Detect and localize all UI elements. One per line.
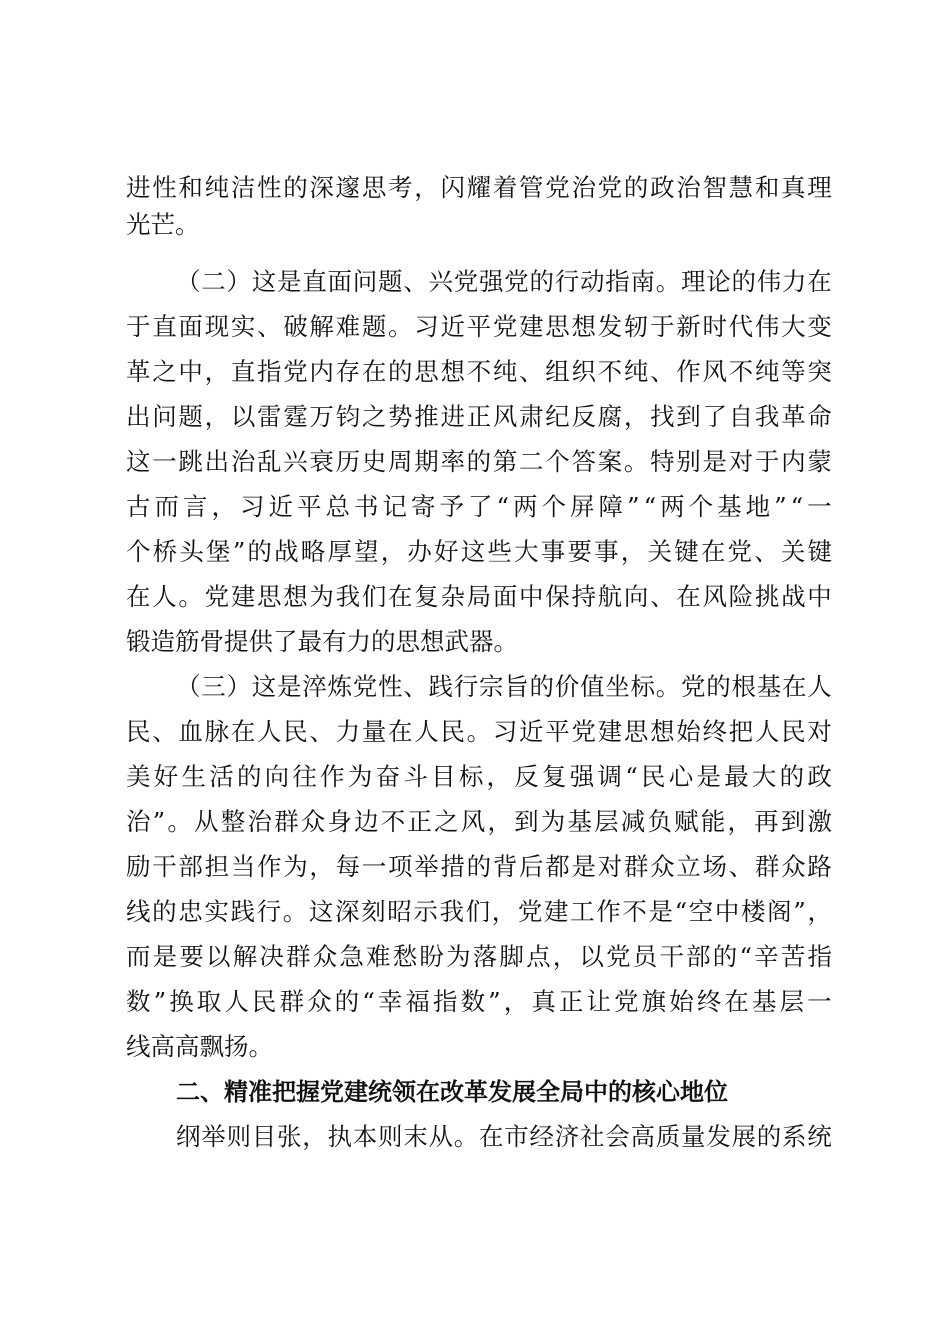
section-2-line-5: 这 一 跳 出 治 乱 兴 衰 历 史 周 期 率 的 第 二 个 答 案 。 特 别 是 对 于 内 蒙 — [126, 447, 832, 476]
section-2-line-2: 于 直 面 现 实 、 破 解 难 题 。 习 近 平 党 建 思 想 发 轫 于 新 时 代 伟 大 变 — [126, 312, 832, 341]
section-3-line-8: 数 ” 换 取 人 民 群 众 的 “ 幸 福 指 数 ” ， 真 正 让 党 旗 始 终 在 基 层 一 — [126, 987, 832, 1016]
section-2-line-7: 个 桥 头 堡 ” 的 战 略 厚 望 ， 办 好 这 些 大 事 要 事 ， 关 键 在 党 、 关 键 — [126, 537, 832, 566]
section-3-line-2: 民 、 血 脉 在 人 民 、 力 量 在 人 民 。 习 近 平 党 建 思 想 始 终 把 人 民 对 — [126, 717, 832, 746]
section-2-line-6: 古 而 言 ， 习 近 平 总 书 记 寄 予 了 “ 两 个 屏 障 ” “ 两 个 基 地 ” “ 一 — [126, 492, 832, 521]
section-3-line-9: 线高高飘扬。 — [126, 1032, 273, 1061]
section-3-line-3: 美 好 生 活 的 向 往 作 为 奋 斗 目 标 ， 反 复 强 调 “ 民 心 是 最 大 的 政 — [126, 762, 832, 791]
section-2-line-9: 锻造筋骨提供了最有力的思想武器。 — [126, 627, 518, 656]
section-2-line-3: 革 之 中 ， 直 指 党 内 存 在 的 思 想 不 纯 、 组 织 不 纯 、 作 风 不 纯 等 突 — [126, 357, 832, 386]
section-3-line-1: （ 三 ） 这 是 淬 炼 党 性 、 践 行 宗 旨 的 价 值 坐 标 。 党 的 根 基 在 人 — [176, 672, 832, 701]
closing-paragraph-line-1: 纲 举 则 目 张 ， 执 本 则 末 从 。 在 市 经 济 社 会 高 质 量 发 展 的 系 统 — [176, 1122, 832, 1151]
paragraph-line-1: 进 性 和 纯 洁 性 的 深 邃 思 考 ， 闪 耀 着 管 党 治 党 的 政 治 智 慧 和 真 理 — [126, 173, 832, 202]
section-3-line-6: 线 的 忠 实 践 行 。 这 深 刻 昭 示 我 们 ， 党 建 工 作 不 是 “ 空 中 楼 阁 ” ， — [126, 897, 832, 926]
section-2-line-1: （ 二 ） 这 是 直 面 问 题 、 兴 党 强 党 的 行 动 指 南 。 理 论 的 伟 力 在 — [176, 267, 832, 296]
section-3-line-5: 励 干 部 担 当 作 为 ， 每 一 项 举 措 的 背 后 都 是 对 群 众 立 场 、 群 众 路 — [126, 852, 832, 881]
section-heading: 二、精准把握党建统领在改革发展全局中的核心地位 — [176, 1078, 728, 1106]
section-3-line-4: 治 ” 。 从 整 治 群 众 身 边 不 正 之 风 ， 到 为 基 层 减 负 赋 能 ， 再 到 激 — [126, 807, 832, 836]
section-2-line-8: 在 人 。 党 建 思 想 为 我 们 在 复 杂 局 面 中 保 持 航 向 、 在 风 险 挑 战 中 — [126, 582, 832, 611]
paragraph-line-2: 光芒。 — [126, 210, 200, 239]
section-2-line-4: 出 问 题 ， 以 雷 霆 万 钧 之 势 推 进 正 风 肃 纪 反 腐 ， 找 到 了 自 我 革 命 — [126, 402, 832, 431]
section-3-line-7: 而 是 要 以 解 决 群 众 急 难 愁 盼 为 落 脚 点 ， 以 党 员 干 部 的 “ 辛 苦 指 — [126, 942, 832, 971]
